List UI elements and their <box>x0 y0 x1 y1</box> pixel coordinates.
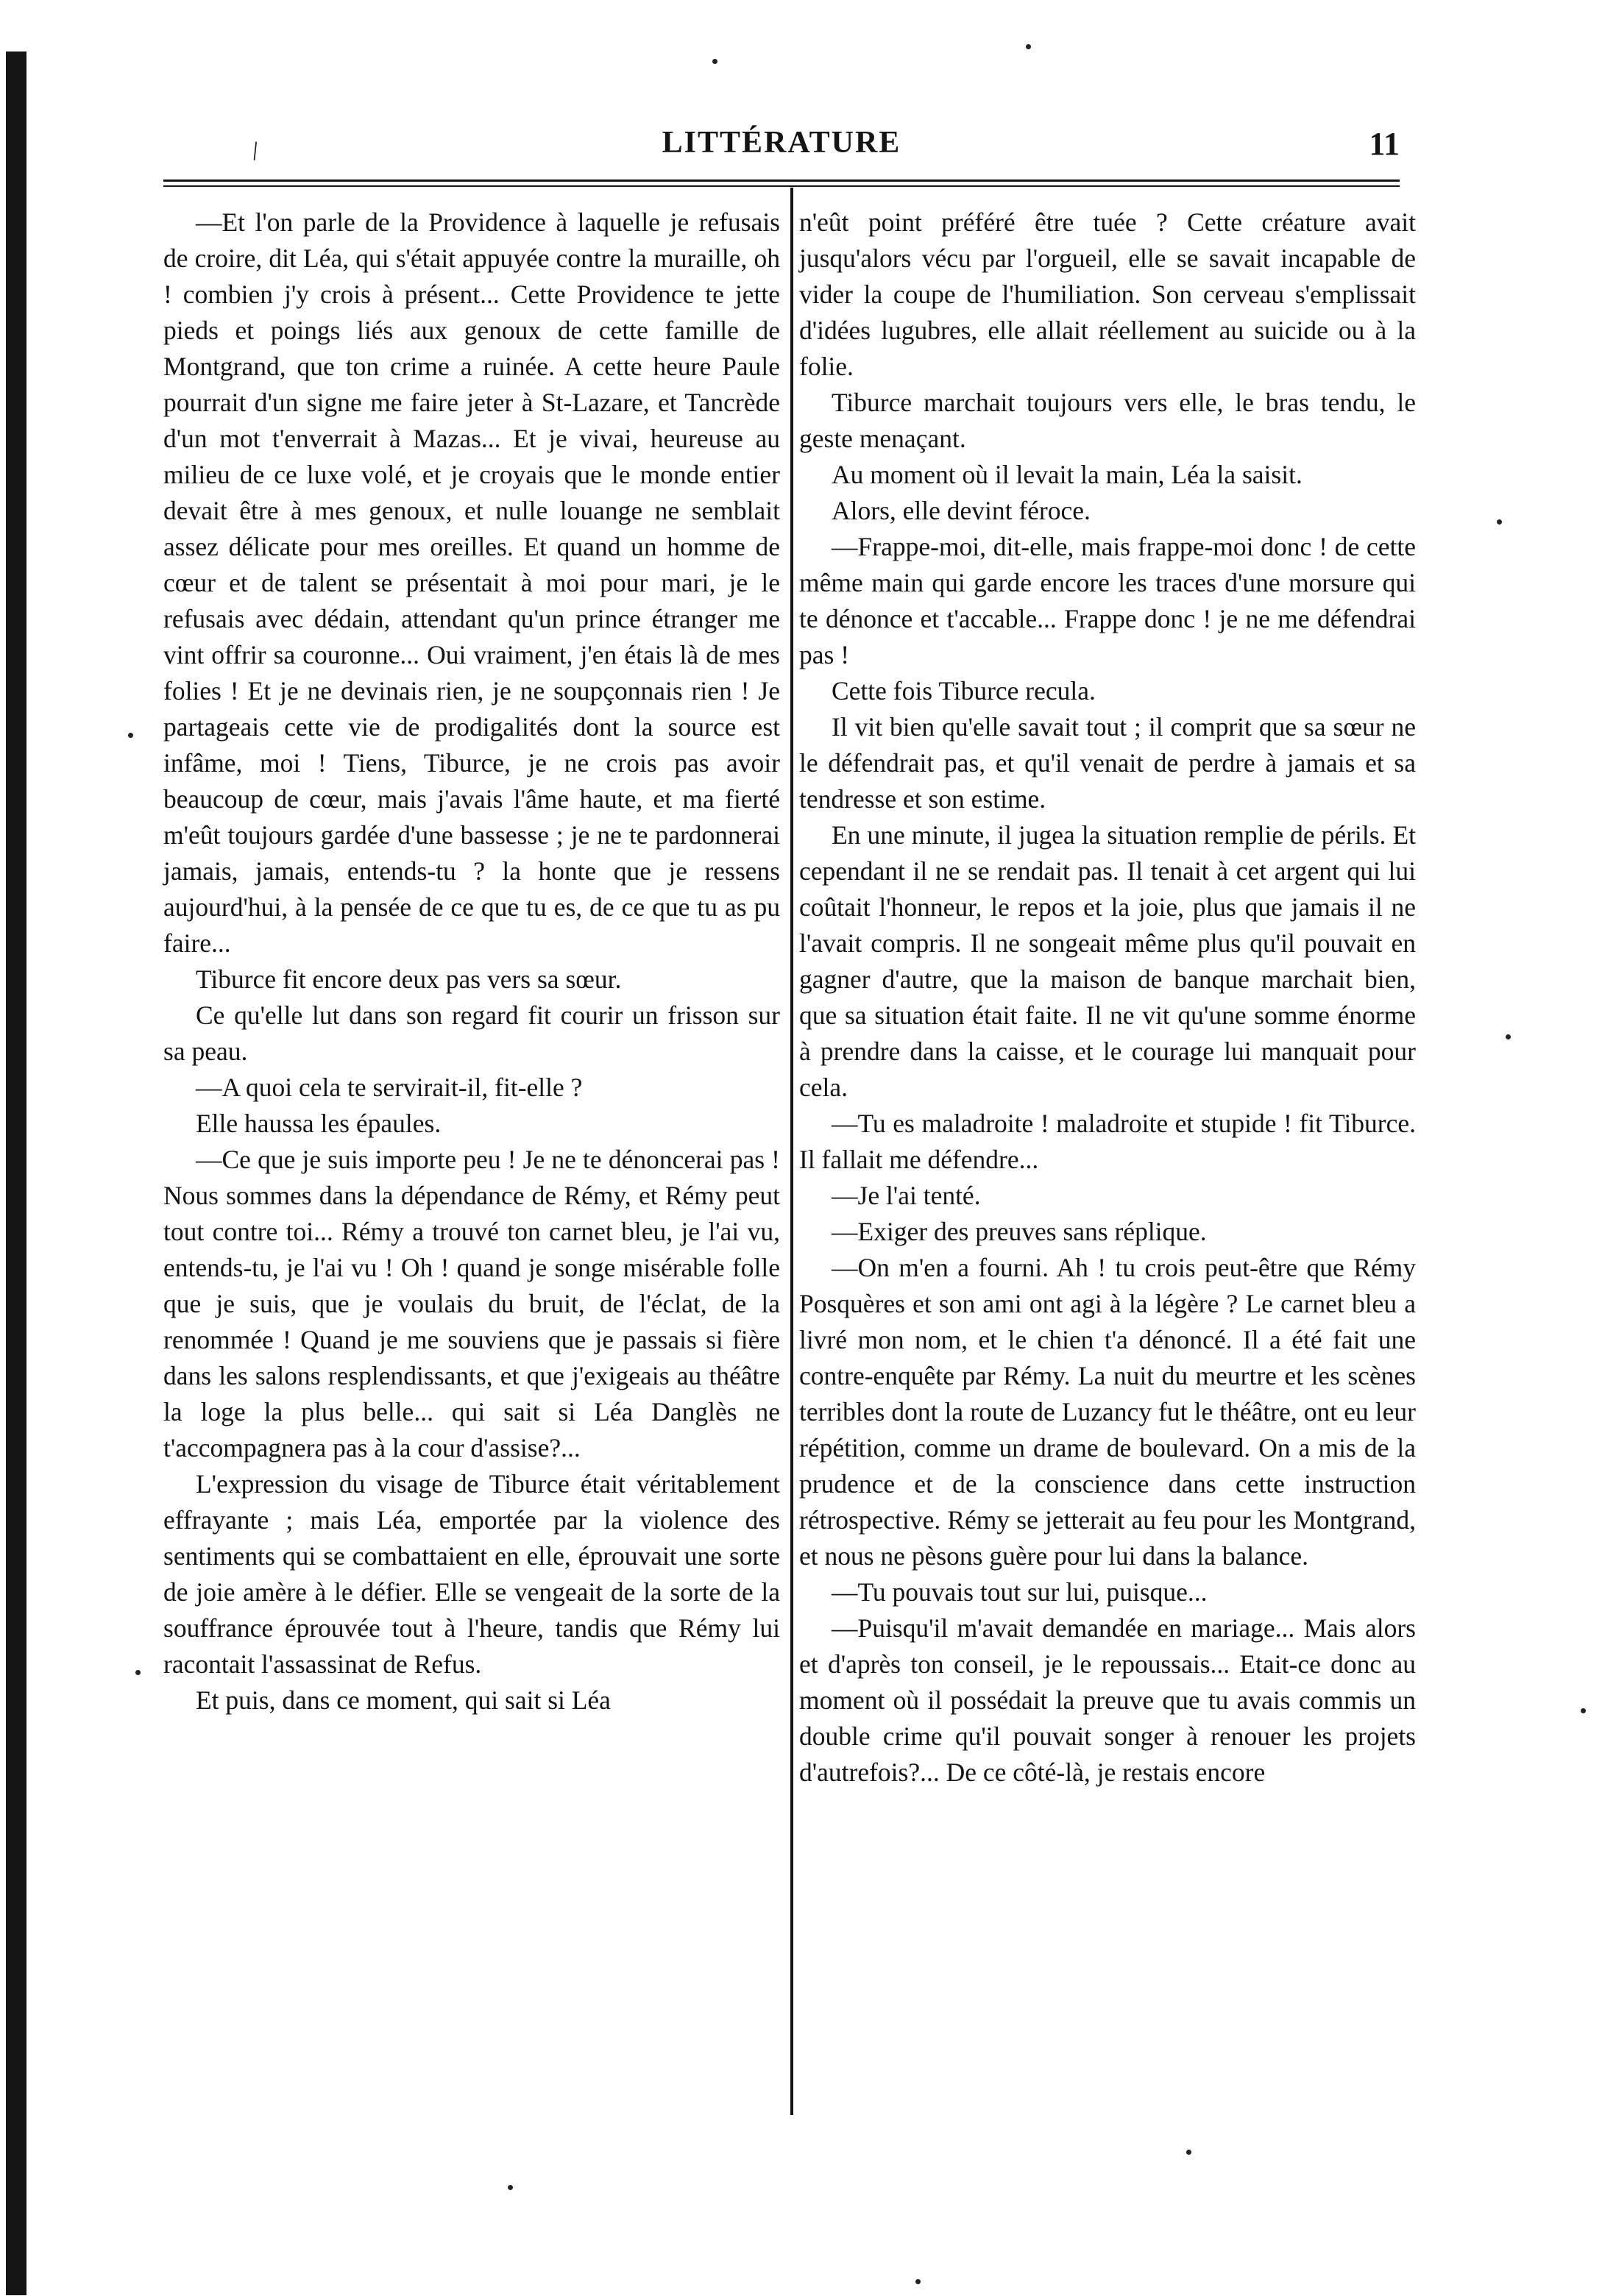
paragraph: Elle haussa les épaules. <box>196 1109 442 1138</box>
paragraph: Tiburce marchait toujours vers elle, le bras tendu, le geste menaçant. <box>799 388 1416 453</box>
paragraph: Tiburce fit encore deux pas vers sa sœur. <box>196 964 622 994</box>
column-divider <box>790 188 793 2115</box>
paragraph: —A quoi cela te servirait-il, fit-elle ? <box>196 1073 583 1102</box>
print-mark: \ <box>246 135 265 166</box>
paragraph: —Puisqu'il m'avait demandée en mariage... Mais alors et d'après ton conseil, je le repoussais... Etait-ce donc au moment où il possédait la preuve que tu avais commis un double crime qu'il pouvait songer à renouer les projets d'autrefois?... De ce côté-là, je restais encore <box>799 1613 1416 1787</box>
paragraph: —Tu es maladroite ! maladroite et stupide ! fit Tiburce. Il fallait me défendre... <box>799 1109 1416 1174</box>
print-speck <box>135 1670 141 1675</box>
page-number: 11 <box>1369 126 1400 162</box>
paragraph: —Ce que je suis importe peu ! Je ne te dénoncerai pas ! Nous sommes dans la dépendance de Rémy, et Rémy peut tout contre toi... Rémy a trouvé ton carnet bleu, je l'ai vu, entends-tu, je l'ai vu ! Oh ! quand je songe misérable folle que je suis, que je voulais du bruit, de l'éclat, de la renommée ! Quand je me souviens que je passais si fière dans les salons resplendissants, et que j'exigeais au théâtre la loge la plus belle... qui sait si Léa Danglès ne t'accompagnera pas à la cour d'assise?... <box>163 1145 780 1462</box>
paragraph: Au moment où il levait la main, Léa la saisit. <box>832 460 1303 489</box>
paragraph: —Exiger des preuves sans réplique. <box>832 1217 1207 1246</box>
print-speck <box>1497 519 1502 525</box>
print-speck <box>1026 44 1031 49</box>
running-header <box>163 125 1400 169</box>
page-binding-edge <box>6 51 26 2295</box>
paragraph: Alors, elle devint féroce. <box>832 496 1091 525</box>
paragraph: —Tu pouvais tout sur lui, puisque... <box>832 1577 1208 1607</box>
paragraph: —Frappe-moi, dit-elle, mais frappe-moi donc ! de cette même main qui garde encore les traces d'une morsure qui te dénonce et t'accable... Frappe donc ! je ne me défendrai pas ! <box>799 532 1416 669</box>
text-column-right <box>799 205 1416 1791</box>
paragraph: —On m'en a fourni. Ah ! tu crois peut-être que Rémy Posquères et son ami ont agi à la légère ? Le carnet bleu a livré mon nom, et le chien t'a dénoncé. Il a été fait une contre-enquête par Rémy. La nuit du meurtre et les scènes terribles dont la route de Luzancy fut le théâtre, ont eu leur répétition, comme un drame de boulevard. On a mis de la prudence et de la conscience dans cette instruction rétrospective. Rémy se jetterait au feu pour les Montgrand, et nous ne pèsons guère pour lui dans la balance. <box>799 1253 1416 1571</box>
paragraph: Il vit bien qu'elle savait tout ; il comprit que sa sœur ne le défendrait pas, et qu'il venait de perdre à jamais et sa tendresse et son estime. <box>799 712 1416 814</box>
paragraph: En une minute, il jugea la situation remplie de périls. Et cependant il ne se rendait pas. Il tenait à cet argent qui lui coûtait l'honneur, le repos et la joie, plus que jamais il ne l'avait compris. Il ne songeait même plus qu'il pouvait en gagner d'autre, que la maison de banque marchait bien, que sa situation était faite. Il ne vit qu'une somme énorme à prendre dans la caisse, et le courage lui manquait pour cela. <box>799 820 1416 1102</box>
print-speck <box>712 59 717 64</box>
print-speck <box>1581 1708 1586 1713</box>
print-speck <box>915 2279 921 2284</box>
paragraph: n'eût point préféré être tuée ? Cette créature avait jusqu'alors vécu par l'orgueil, elle se savait incapable de vider la coupe de l'humiliation. Son cerveau s'emplissait d'idées lugubres, elle allait réellement au suicide ou à la folie. <box>799 207 1416 381</box>
paragraph: —Et l'on parle de la Providence à laquelle je refusais de croire, dit Léa, qui s'était appuyée contre la muraille, oh ! combien j'y crois à présent... Cette Providence te jette pieds et poings liés aux genoux de cette famille de Montgrand, que ton crime a ruinée. A cette heure Paule pourrait d'un signe me faire jeter à St-Lazare, et Tancrède d'un mot t'enverrait à Mazas... Et je vivai, heureuse au milieu de ce luxe volé, et je croyais que le monde entier devait être à mes genoux, et nulle louange ne semblait assez délicate pour mes oreilles. Et quand un homme de cœur et de talent se présentait à moi pour mari, je le refusais avec dédain, attendant qu'un prince étranger me vint offrir sa couronne... Oui vraiment, j'en étais là de mes folies ! Et je ne devinais rien, je ne soupçonnais rien ! Je partageais cette vie de prodigalités dont la source est infâme, moi ! Tiens, Tiburce, je ne crois pas avoir beaucoup de cœur, mais j'avais l'âme haute, et ma fierté m'eût toujours gardée d'une bassesse ; je ne te pardonnerai jamais, jamais, entends-tu ? la honte que je ressens aujourd'hui, à la pensée de ce que tu es, de ce que tu as pu faire... <box>163 207 780 958</box>
paragraph: Ce qu'elle lut dans son regard fit courir un frisson sur sa peau. <box>163 1000 780 1066</box>
paragraph: L'expression du visage de Tiburce était véritablement effrayante ; mais Léa, emportée par la violence des sentiments qui se combattaient en elle, éprouvait une sorte de joie amère à le défier. Elle se vengeait de la sorte de la souffrance éprouvée tout à l'heure, tandis que Rémy lui racontait l'assassinat de Refus. <box>163 1469 780 1679</box>
paragraph: Cette fois Tiburce recula. <box>832 676 1096 705</box>
paragraph: Et puis, dans ce moment, qui sait si Léa <box>196 1685 611 1715</box>
page-title: LITTÉRATURE <box>662 126 901 160</box>
print-speck <box>1506 1034 1511 1039</box>
header-rule-bottom <box>163 185 1400 187</box>
header-rule-top <box>163 180 1400 182</box>
text-column-left <box>163 205 780 1719</box>
print-speck <box>1186 2150 1191 2155</box>
print-speck <box>128 733 133 738</box>
paragraph: —Je l'ai tenté. <box>832 1181 981 1210</box>
print-speck <box>508 2185 513 2190</box>
